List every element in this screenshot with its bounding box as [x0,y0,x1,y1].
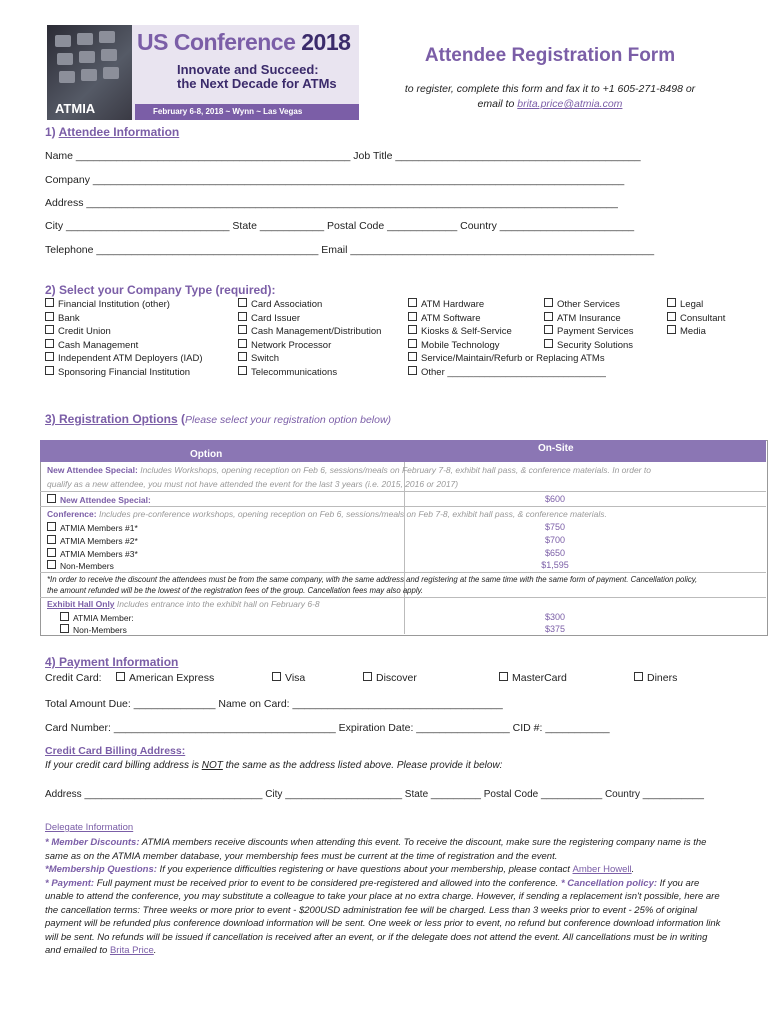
checkbox-item[interactable]: Network Processor [238,339,381,353]
checkbox-icon[interactable] [544,339,553,348]
checkbox-item[interactable]: Telecommunications [238,366,381,380]
checkbox-item[interactable]: Mobile Technology [408,339,606,353]
checkbox-item[interactable]: Security Solutions [544,339,634,353]
checkbox-icon[interactable] [47,522,56,531]
checkbox-item[interactable]: Kiosks & Self-Service [408,325,606,339]
exhibit-hall-description: Exhibit Hall Only Includes entrance into the exhibit hall on February 6-8 [47,599,320,609]
conference-description: Conference: Includes pre-conference workshops, opening reception on Feb 6, sessions/meals on Feb 7-8, exhibit hall pass, & conference materials. [47,509,607,519]
contact-link[interactable]: Amber Howell [572,864,632,875]
exhibit-price: $300 [544,612,566,622]
checkbox-item[interactable]: ATM Insurance [544,312,634,326]
checkbox-icon[interactable] [45,298,54,307]
checkbox-icon[interactable] [116,672,125,681]
checkbox-item[interactable]: Card Association [238,298,381,312]
name-field-line[interactable]: Name _______________________________________________ Job Title __________________________________________ [45,150,641,162]
new-attendee-option[interactable]: New Attendee Special: [47,494,151,505]
registration-table-header [40,440,766,462]
exhibit-option[interactable]: ATMIA Member: [60,612,134,623]
checkbox-item[interactable]: Credit Union [45,325,203,339]
form-subtitle: to register, complete this form and fax it to +1 605-271-8498 or email to brita.price@atmia.com [404,83,696,110]
checkbox-item[interactable]: Consultant [667,312,725,326]
cancel-contact-link[interactable]: Brita Price [109,945,154,956]
checkbox-icon[interactable] [45,352,54,361]
conference-price: $750 [544,522,566,532]
checkbox-icon[interactable] [544,298,553,307]
checkbox-icon[interactable] [272,672,281,681]
banner-dates: February 6-8, 2018 ~ Wynn ~ Las Vegas [135,104,359,120]
checkbox-item[interactable]: Other ______________________________ [408,366,606,380]
banner-title: US Conference 2018 [137,29,351,55]
checkbox-icon[interactable] [45,366,54,375]
onsite-column-header: On-Site [538,443,574,454]
card-option-mastercard[interactable]: MasterCard [499,672,567,684]
checkbox-icon[interactable] [238,352,247,361]
credit-card-label: Credit Card: [45,672,102,684]
conference-price: $700 [544,535,566,545]
delegate-info-text: * Member Discounts: ATMIA members receive discounts when attending this event. To receive the discount, make sure the registering company name is the same as on the ATMIA member database, your membership fees must be current at the time of registration and the event. *Membership Questions: If you experience difficulties registering or have questions about your membership, please contact Amber Howell. * Payment: Full payment must be received prior to event to be considered pre-registered and allowed into the conference. * Cancellation policy: If you are unable to attend the conference, you may substitute a colleague to take your place at no extra charge. However, if sending a replacement isn't possible, here are the cancellation terms: Three weeks or more prior to event - $200USD administration fee will be charged. Less than 3 weeks prior to event - 25% of original payment will be refunded plus conference download information will be sent. One week or less prior to event, no refund but conference download information link will be sent. No refunds will be issued if cancellation is received after an event, or if the delegate does not attend the event. All cancellations must be in writing and emailed to Brita Price. [45,837,721,956]
delegate-heading: Delegate Information [45,822,134,833]
checkbox-icon[interactable] [45,339,54,348]
checkbox-item[interactable]: Sponsoring Financial Institution [45,366,203,380]
checkbox-icon[interactable] [499,672,508,681]
section-4-heading: 4) Payment Information [45,655,179,669]
card-option-visa[interactable]: Visa [272,672,305,684]
checkbox-icon[interactable] [60,624,69,633]
billing-address-line[interactable]: Address ________________________________ City _____________________ State _________ Postal Code ___________ Country ___________ [45,789,704,800]
form-title: Attendee Registration Form [424,45,676,66]
checkbox-icon[interactable] [47,548,56,557]
city-field-line[interactable]: City ____________________________ State ___________ Postal Code ____________ Country _______________________ [45,220,635,232]
checkbox-item[interactable]: Media [667,325,725,339]
checkbox-icon[interactable] [544,312,553,321]
checkbox-icon[interactable] [408,339,417,348]
discount-footnote-1: *In order to receive the discount the attendees must be from the same company, with the same address and registering at the same time with the same form of payment. Cancellation policy, [47,575,698,584]
conference-banner [47,25,359,120]
checkbox-icon[interactable] [667,312,676,321]
card-option-diners[interactable]: Diners [634,672,677,684]
card-option-discover[interactable]: Discover [363,672,417,684]
checkbox-item[interactable]: Payment Services [544,325,634,339]
section-3-heading: 3) Registration Options (Please select your registration option below) [45,412,392,426]
new-attendee-qualify: qualify as a new attendee, you must not have attended the event for the last 3 years (i.e. 2015, 2016 or 2017) [47,479,459,489]
section-2-heading: 2) Select your Company Type (required): [45,283,276,297]
checkbox-icon[interactable] [408,366,417,375]
banner-tagline: Innovate and Succeed: the Next Decade for ATMs [177,62,337,91]
conference-option[interactable]: ATMIA Members #3* [47,548,138,559]
checkbox-item[interactable]: Bank [45,312,203,326]
conference-price: $1,595 [541,560,569,570]
conference-option[interactable]: ATMIA Members #1* [47,522,138,533]
card-number-line[interactable]: Card Number: ______________________________________ Expiration Date: ________________ CID #: ___________ [45,722,610,734]
table-row-divider [40,572,766,573]
section-1-heading: 1) Attendee Information [45,125,180,139]
option-column-header: Option [190,449,223,460]
billing-heading: Credit Card Billing Address: [45,745,186,757]
checkbox-icon[interactable] [238,339,247,348]
new-attendee-description: New Attendee Special: Includes Workshops, opening reception on Feb 6, sessions/meals on February 7-8, exhibit hall pass, & conference materials. In order to [47,465,651,475]
conference-option[interactable]: Non-Members [47,560,114,571]
checkbox-item[interactable]: Cash Management [45,339,203,353]
checkbox-item[interactable]: Legal [667,298,725,312]
checkbox-icon[interactable] [45,312,54,321]
checkbox-item[interactable]: Card Issuer [238,312,381,326]
checkbox-icon[interactable] [544,325,553,334]
checkbox-icon[interactable] [363,672,372,681]
table-row-divider [40,491,766,492]
checkbox-icon[interactable] [667,298,676,307]
checkbox-item[interactable]: Cash Management/Distribution [238,325,381,339]
conference-option[interactable]: ATMIA Members #2* [47,535,138,546]
checkbox-icon[interactable] [47,560,56,569]
discount-footnote-2: the amount refunded will be the lowest of the registration fees of the group. Cancellation fees may also apply. [47,586,424,595]
company-field-line[interactable]: Company ___________________________________________________________________________________________ [45,174,625,186]
company-type-col-2 [238,298,381,379]
checkbox-item[interactable]: ATM Hardware [408,298,606,312]
checkbox-icon[interactable] [47,494,56,503]
company-type-col-4 [544,298,634,352]
checkbox-icon[interactable] [408,325,417,334]
checkbox-icon[interactable] [408,298,417,307]
checkbox-icon[interactable] [60,612,69,621]
billing-note: If your credit card billing address is NOT the same as the address listed above. Please provide it below: [45,760,503,771]
checkbox-icon[interactable] [238,298,247,307]
company-type-col-5 [667,298,725,339]
conference-price: $650 [544,548,566,558]
email-link[interactable]: brita.price@atmia.com [517,98,623,110]
checkbox-item[interactable]: Service/Maintain/Refurb or Replacing ATMs [408,352,606,366]
new-attendee-price: $600 [544,494,566,504]
checkbox-item[interactable]: Financial Institution (other) [45,298,203,312]
checkbox-icon[interactable] [408,312,417,321]
checkbox-item[interactable]: Switch [238,352,381,366]
checkbox-item[interactable]: ATM Software [408,312,606,326]
checkbox-item[interactable]: Independent ATM Deployers (IAD) [45,352,203,366]
card-option-amex[interactable]: American Express [116,672,214,684]
address-field-line[interactable]: Address ___________________________________________________________________________________________ [45,197,618,209]
checkbox-icon[interactable] [45,325,54,334]
checkbox-icon[interactable] [238,366,247,375]
checkbox-icon[interactable] [408,352,417,361]
telephone-field-line[interactable]: Telephone ______________________________________ Email ____________________________________________________ [45,244,655,256]
table-row-divider [40,597,766,598]
total-amount-line[interactable]: Total Amount Due: ______________ Name on Card: ____________________________________ [45,698,503,710]
exhibit-price: $375 [544,624,566,634]
exhibit-option[interactable]: Non-Members [60,624,127,635]
checkbox-item[interactable]: Other Services [544,298,634,312]
checkbox-icon[interactable] [238,312,247,321]
checkbox-icon[interactable] [667,325,676,334]
atmia-logo: ATMIA [55,101,96,116]
checkbox-icon[interactable] [634,672,643,681]
checkbox-icon[interactable] [238,325,247,334]
company-type-col-1 [45,298,203,379]
table-row-divider [40,506,766,507]
checkbox-icon[interactable] [47,535,56,544]
